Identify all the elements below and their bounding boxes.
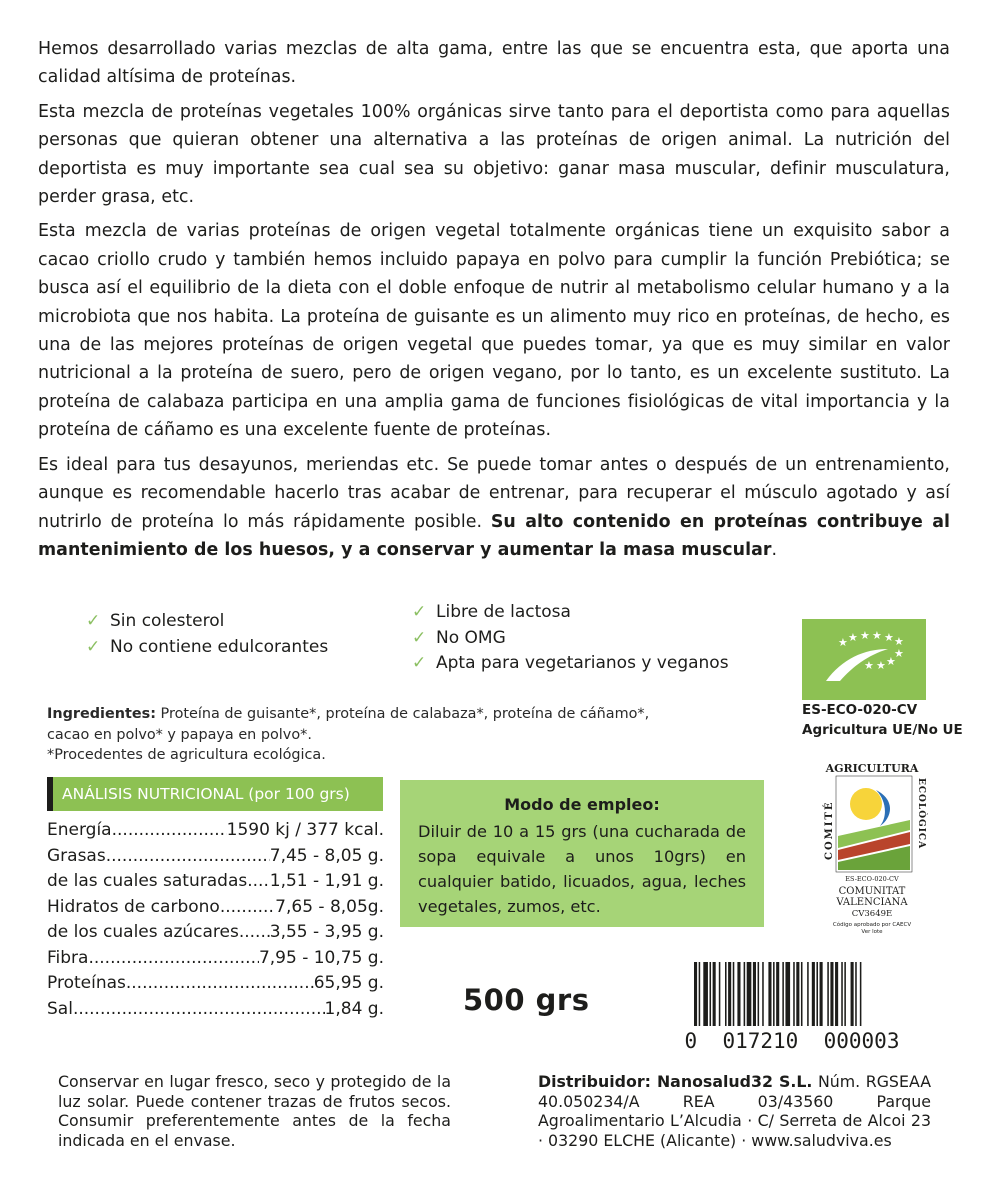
claim-item — [412, 651, 729, 677]
paragraph-4-end: . — [771, 539, 778, 560]
usage-instructions-box — [400, 780, 764, 927]
nutrition-row — [47, 971, 384, 997]
barcode-bar — [785, 962, 790, 1026]
barcode-bar — [820, 962, 823, 1026]
leader-dots — [220, 895, 275, 921]
barcode-bar — [710, 962, 712, 1026]
svg-text:★: ★ — [886, 655, 896, 668]
seal-note: Código aprobado por CAECV — [832, 922, 912, 928]
barcode-bar — [841, 962, 843, 1026]
description-paragraph-3: Esta mezcla de varias proteínas de origen vegetal totalmente orgánicas tiene un exquisito sabor a cacao criollo crudo y también hemos incluido papaya en polvo para cumplir la función Prebiótica; se busca así el equilibrio de la dieta con el doble enfoque de nutrir al metabolismo celular humano y a la microbiota que nos habita. La proteína de guisante es un alimento muy rico en proteínas, de hecho, es una de las mejores proteínas de origen vegetal que puedes tomar, ya que es muy similar en valor nutricional a la proteína de suero, pero de origen vegano, por lo tanto, es un excelente sustituto. La proteína de calabaza participa en una amplia gama de funciones fisiológicas de vital importancia y la proteína de cáñamo es una excelente fuente de proteínas. — [38, 221, 950, 441]
nutrition-row — [47, 920, 384, 946]
barcode-bar — [851, 962, 854, 1026]
nutrition-row — [47, 844, 384, 870]
description-paragraph-1: Hemos desarrollado varias mezclas de alta gama, entre las que se encuentra esta, que aporta una calidad altísima de proteínas. — [38, 39, 950, 88]
seal-left-text: COMITÉ — [824, 800, 835, 860]
eu-certification-code — [802, 700, 963, 740]
leader-dots — [106, 844, 270, 870]
leader-dots — [88, 946, 258, 972]
barcode-bar — [725, 962, 727, 1026]
seal-line1: COMUNITAT — [838, 886, 906, 897]
check-icon: ✓ — [86, 636, 101, 657]
svg-text:★: ★ — [884, 631, 894, 644]
description-paragraph-4 — [38, 451, 950, 565]
seal-top-text: AGRICULTURA — [825, 762, 919, 775]
ingredients-label: Ingredientes: — [47, 706, 156, 722]
svg-text:★: ★ — [876, 659, 886, 672]
nutrition-row — [47, 818, 384, 844]
barcode-digits: 0 017210 000003 — [684, 1029, 900, 1052]
barcode-bar — [855, 962, 857, 1026]
nutrient-label: de los cuales azúcares — [47, 922, 239, 942]
caecv-seal-icon — [816, 760, 928, 940]
ingredients-block — [47, 704, 672, 766]
nutrient-label: Hidratos de carbono — [47, 896, 220, 917]
seal-note2: Ver lote — [861, 929, 883, 935]
barcode-bar — [737, 962, 740, 1026]
barcode-bar — [812, 962, 815, 1026]
claims-list-left — [86, 609, 328, 660]
seal-reg: CV3649E — [851, 909, 893, 919]
barcode-bar — [744, 962, 746, 1026]
barcode-bar — [762, 962, 764, 1026]
claim-label: No OMG — [436, 627, 506, 648]
nutrient-value: 1,51 - 1,91 g. — [269, 871, 384, 891]
net-weight: 500 grs — [463, 983, 590, 1017]
barcode-bar — [713, 962, 716, 1026]
claim-label: No contiene edulcorantes — [110, 636, 329, 657]
ingredients-note: *Procedentes de agricultura ecológica. — [47, 747, 326, 763]
barcode-bar — [773, 962, 775, 1026]
seal-line2: VALENCIANA — [836, 897, 908, 908]
check-icon: ✓ — [86, 611, 101, 631]
barcode-bar — [827, 962, 829, 1026]
svg-text:★: ★ — [838, 636, 848, 649]
svg-text:★: ★ — [894, 635, 904, 648]
seal-right-text: ECOLÒGICA — [916, 778, 926, 850]
barcode-bar — [860, 962, 862, 1026]
barcode-bar — [699, 962, 701, 1026]
barcode-bar — [703, 962, 708, 1026]
usage-title: Modo de empleo: — [504, 795, 660, 814]
nutrient-value: 7,65 - 8,05g. — [275, 896, 384, 917]
nutrition-table — [47, 818, 384, 1022]
nutrient-value: 65,95 g. — [313, 973, 384, 993]
nutrient-value: 7,95 - 10,75 g. — [258, 947, 384, 968]
svg-text:★: ★ — [848, 631, 858, 644]
claim-item — [86, 635, 328, 661]
caecv-organic-seal — [816, 760, 928, 940]
eu-leaf-stars-icon — [802, 619, 926, 700]
barcode-bar — [844, 962, 846, 1026]
usage-text: Diluir de 10 a 15 grs (una cucharada de sopa equivale a unos 10grs) en cualquier batido, licuados, agua, leches vegetales, zumos, etc. — [418, 822, 746, 916]
svg-text:★: ★ — [872, 629, 882, 642]
claim-item — [412, 600, 729, 626]
check-icon: ✓ — [412, 653, 427, 673]
nutrition-header: ANÁLISIS NUTRICIONAL (por 100 grs) — [47, 777, 383, 811]
barcode-bar — [801, 962, 803, 1026]
barcode-bar — [733, 962, 735, 1026]
leader-dots — [126, 971, 314, 997]
paragraph-4-text: Es ideal para tus desayunos, meriendas etc. Se puede tomar antes o después de un entrenamiento, aunque es recomendable hacerlo tras acabar de entrenar, para recuperar el músculo agotado y así nutrirlo de proteína lo más rápidamente posible. — [38, 454, 950, 532]
nutrient-label: Proteínas — [47, 973, 126, 993]
eu-organic-leaf-logo — [802, 619, 926, 700]
svg-text:★: ★ — [860, 629, 870, 642]
svg-text:★: ★ — [894, 647, 904, 660]
leader-dots — [247, 869, 270, 895]
barcode-bar — [807, 962, 809, 1026]
claims-list-right — [412, 600, 729, 677]
barcode-bar — [816, 962, 818, 1026]
leader-dots — [73, 997, 325, 1023]
distributor-label: Distribuidor: Nanosalud32 S.L. — [538, 1072, 813, 1091]
barcode-bar — [796, 962, 799, 1026]
claim-label: Apta para vegetarianos y veganos — [436, 653, 729, 673]
nutrient-value: 7,45 - 8,05 g. — [269, 845, 384, 866]
nutrient-label: Energía — [47, 820, 112, 840]
nutrition-row — [47, 997, 384, 1023]
paragraph-4-bold: Su alto contenido en proteínas contribuye al mantenimiento de los huesos, y a conservar y aumentar la masa muscular — [38, 511, 950, 560]
claim-item — [86, 609, 328, 635]
barcode-bar — [719, 962, 721, 1026]
nutrition-row — [47, 946, 384, 972]
barcode-bar — [768, 962, 771, 1026]
eu-code: ES-ECO-020-CV — [802, 702, 918, 718]
nutrient-label: de las cuales saturadas — [47, 871, 248, 891]
nutrition-row — [47, 869, 384, 895]
nutrient-label: Fibra — [47, 947, 89, 968]
ingredients-text: Proteína de guisante*, proteína de calabaza*, proteína de cáñamo*, cacao en polvo* y papaya en polvo*. — [47, 706, 650, 743]
barcode-bar — [793, 962, 795, 1026]
nutrient-value: 1,84 g. — [324, 998, 384, 1019]
nutrient-label: Sal — [47, 998, 73, 1019]
barcode-bars — [664, 962, 920, 1052]
nutrient-value: 1590 kj / 377 kcal. — [226, 820, 384, 840]
eu-origin: Agricultura UE/No UE — [802, 722, 963, 738]
svg-text:★: ★ — [864, 659, 874, 672]
seal-code: ES-ECO-020-CV — [845, 875, 899, 883]
product-description — [38, 35, 950, 570]
barcode-bar — [782, 962, 784, 1026]
barcode-bar — [728, 962, 731, 1026]
leader-dots — [239, 920, 270, 946]
nutrition-row — [47, 895, 384, 921]
barcode-bar — [753, 962, 756, 1026]
check-icon: ✓ — [412, 627, 427, 648]
leader-dots — [112, 818, 227, 844]
nutrient-value: 3,55 - 3,95 g. — [269, 922, 384, 942]
barcode-bar — [758, 962, 760, 1026]
barcode-bar — [694, 962, 697, 1026]
barcode-bar — [747, 962, 752, 1026]
nutrient-label: Grasas — [47, 845, 106, 866]
distributor-text: Núm. RGSEAA 40.050234/A REA 03/43560 Parque Agroalimentario L’Alcudia · C/ Serreta de Alcoi 23 · 03290 ELCHE (Alicante) · www.saludviva.es — [538, 1072, 931, 1150]
barcode — [664, 962, 920, 1052]
claim-item — [412, 626, 729, 652]
barcode-bar — [835, 962, 838, 1026]
barcode-bar — [830, 962, 833, 1026]
storage-instructions: Conservar en lugar fresco, seco y protegido de la luz solar. Puede contener trazas de frutos secos. Consumir preferentemente antes de la fecha indicada en el envase. — [58, 1072, 451, 1150]
check-icon: ✓ — [412, 602, 427, 622]
barcode-bar — [776, 962, 779, 1026]
distributor-info — [538, 1072, 931, 1150]
description-paragraph-2: Esta mezcla de proteínas vegetales 100% orgánicas sirve tanto para el deportista como para aquellas personas que quieran obtener una alternativa a las proteínas de origen animal. La nutrición del deportista es muy importante sea cual sea su objetivo: ganar masa muscular, definir musculatura, perder grasa, etc. — [38, 101, 950, 208]
claim-label: Libre de lactosa — [436, 602, 571, 622]
claim-label: Sin colesterol — [110, 611, 225, 631]
